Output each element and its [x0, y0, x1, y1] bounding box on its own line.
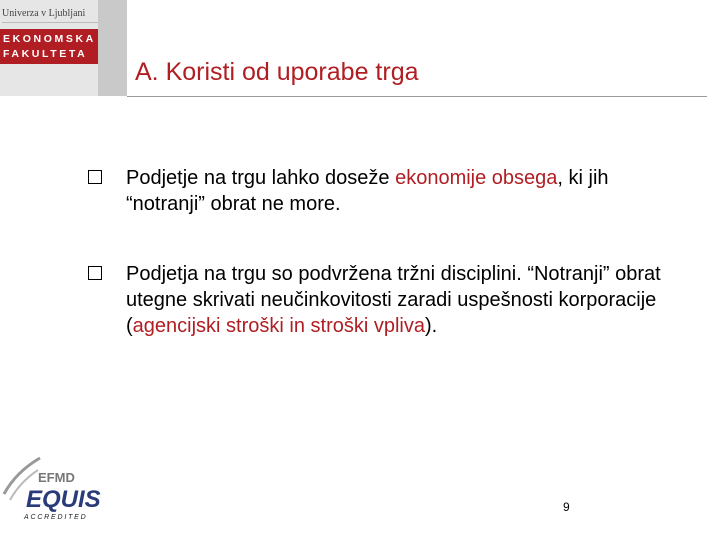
page-number: 9	[563, 500, 570, 514]
square-bullet-icon	[88, 266, 102, 280]
university-name: Univerza v Ljubljani	[2, 8, 86, 19]
faculty-logo	[0, 0, 127, 96]
bullet-text-part: , ki jih “notranji” obrat ne more.	[126, 167, 609, 215]
square-bullet-icon	[88, 170, 102, 184]
bullet-highlight: ekonomije obsega	[395, 167, 558, 189]
slide-title: A. Koristi od uporabe trga	[135, 58, 419, 86]
bullet-highlight: agencijski stroški in stroški vpliva	[132, 315, 425, 337]
logo-grey-strip	[98, 0, 127, 96]
faculty-name-box	[0, 29, 98, 64]
faculty-name-line1: EKONOMSKA	[3, 33, 96, 45]
equis-label: EQUIS	[26, 486, 101, 513]
bullet-text	[126, 261, 668, 339]
logo-divider	[2, 22, 98, 23]
bullet-text-part: ).	[425, 315, 438, 337]
bullet-text-part: Podjetje na trgu lahko doseže	[126, 167, 396, 189]
bullet-text	[126, 165, 668, 217]
accredited-label: ACCREDITED	[24, 514, 88, 521]
bullet-item	[88, 165, 668, 217]
title-underline	[127, 96, 707, 97]
bullet-text-part: Podjetja na trgu so podvržena tržni disciplini. “Notranji” obrat utegne skrivati neučinkovitosti zaradi uspešnosti korporacije (	[126, 263, 661, 337]
faculty-name-line2: FAKULTETA	[3, 48, 88, 60]
equis-logo	[2, 452, 112, 524]
efmd-label: EFMD	[38, 470, 75, 485]
bullet-item	[88, 261, 668, 339]
